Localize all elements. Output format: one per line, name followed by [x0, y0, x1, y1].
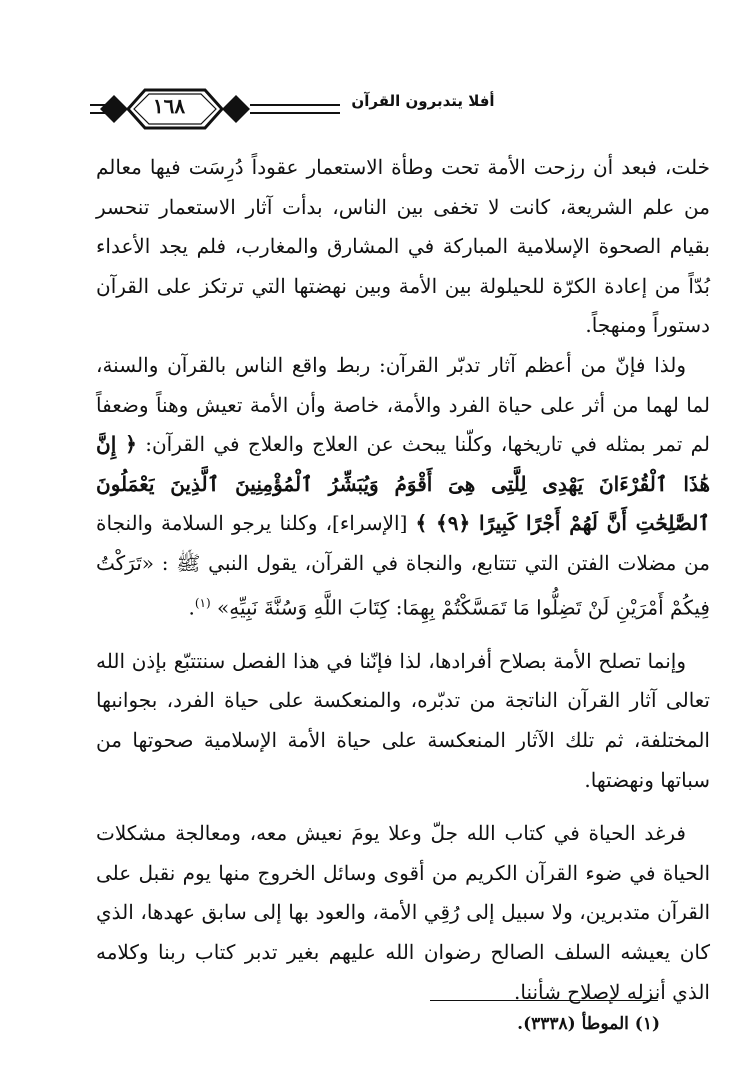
footnote-marker: (١)	[194, 595, 211, 610]
paragraph: وإنما تصلح الأمة بصلاح أفرادها، لذا فإنّنا في هذا الفصل سنتتبّع بإذن الله تعالى آثار القرآن الناتجة من تدبّره، والمنعكسة على حياة الفرد، بجوانبها المختلفة، ثم تلك الآثار المنعكسة على حياة الأمة الإسلامية صحوتها من سباتها ونهضتها.	[96, 648, 710, 792]
header-rule-right	[250, 104, 340, 114]
hadith-quote: «تَرَكْتُ فِيكُمْ أَمْرَيْنِ لَنْ تَضِلُّوا مَا تَمَسَّكْتُمْ بِهِمَا: كِتَابَ اللَّهِ وَسُنَّةَ نَبِيِّهِ»	[96, 550, 710, 620]
sentence-end: .	[188, 595, 195, 620]
running-header	[90, 86, 690, 132]
footnote: (١) الموطأ (٣٣٣٨).	[517, 1014, 660, 1034]
paragraph	[96, 346, 710, 628]
page-number: ١٦٨	[152, 94, 186, 118]
footnote-separator	[430, 1000, 658, 1001]
book-title: أفلا يتدبرون القرآن	[351, 92, 495, 110]
paragraph-text: [الإسراء]، وكلنا يرجو السلامة والنجاة من مضلات الفتن التي تتتابع، والنجاة في القرآن، يقول النبي ﷺ :	[96, 511, 710, 575]
quran-verse: ﴿ إِنَّ هَٰذَا ٱلْقُرْءَانَ يَهْدِى لِلَّتِى هِىَ أَقْوَمُ وَيُبَشِّرُ ٱلْمُؤْمِنِينَ ٱلَّذِينَ يَعْمَلُونَ ٱلصَّٰلِحَٰتِ أَنَّ لَهُمْ أَجْرًا كَبِيرًا ﴿٩﴾ ﴾	[96, 432, 710, 536]
main-text	[96, 148, 710, 1012]
paragraph-text: ولذا فإنّ من أعظم آثار تدبّر القرآن: ربط واقع الناس بالقرآن والسنة، لما لهما من أثر على حياة الفرد والأمة، خاصة وأن الأمة تعيش وهناً وضعفاً لم تمر بمثله في تاريخها، وكلّنا يبحث عن العلاج والعلاج في القرآن:	[96, 352, 711, 457]
paragraph: فرغد الحياة في كتاب الله جلّ وعلا يومَ نعيش معه، ومعالجة مشكلات الحياة في ضوء القرآن الكريم من أقوى وسائل الخروج منها يوم نقبل على القرآن متدبرين، ولا سبيل إلى رُقِي الأمة، والعود بها إلى سابق عهدها، الذي كان يعيشه السلف الصالح رضوان الله عليهم بغير تدبر كتاب ربنا وكلامه الذي أنزله لإصلاح شأننا.	[96, 821, 710, 1004]
paragraph: خلت، فبعد أن رزحت الأمة تحت وطأة الاستعمار عقوداً دُرِسَت فيها معالم من علم الشريعة، كانت لا تخفى بين الناس، بدأت آثار الاستعمار تنحسر بقيام الصحوة الإسلامية المباركة في المشارق والمغارب، فلم يجد الأعداء بُدّاً من إعادة الكرّة للحيلولة بين الأمة وبين نهضتها التي ترتكز على القرآن دستوراً ومنهجاً.	[96, 155, 710, 338]
